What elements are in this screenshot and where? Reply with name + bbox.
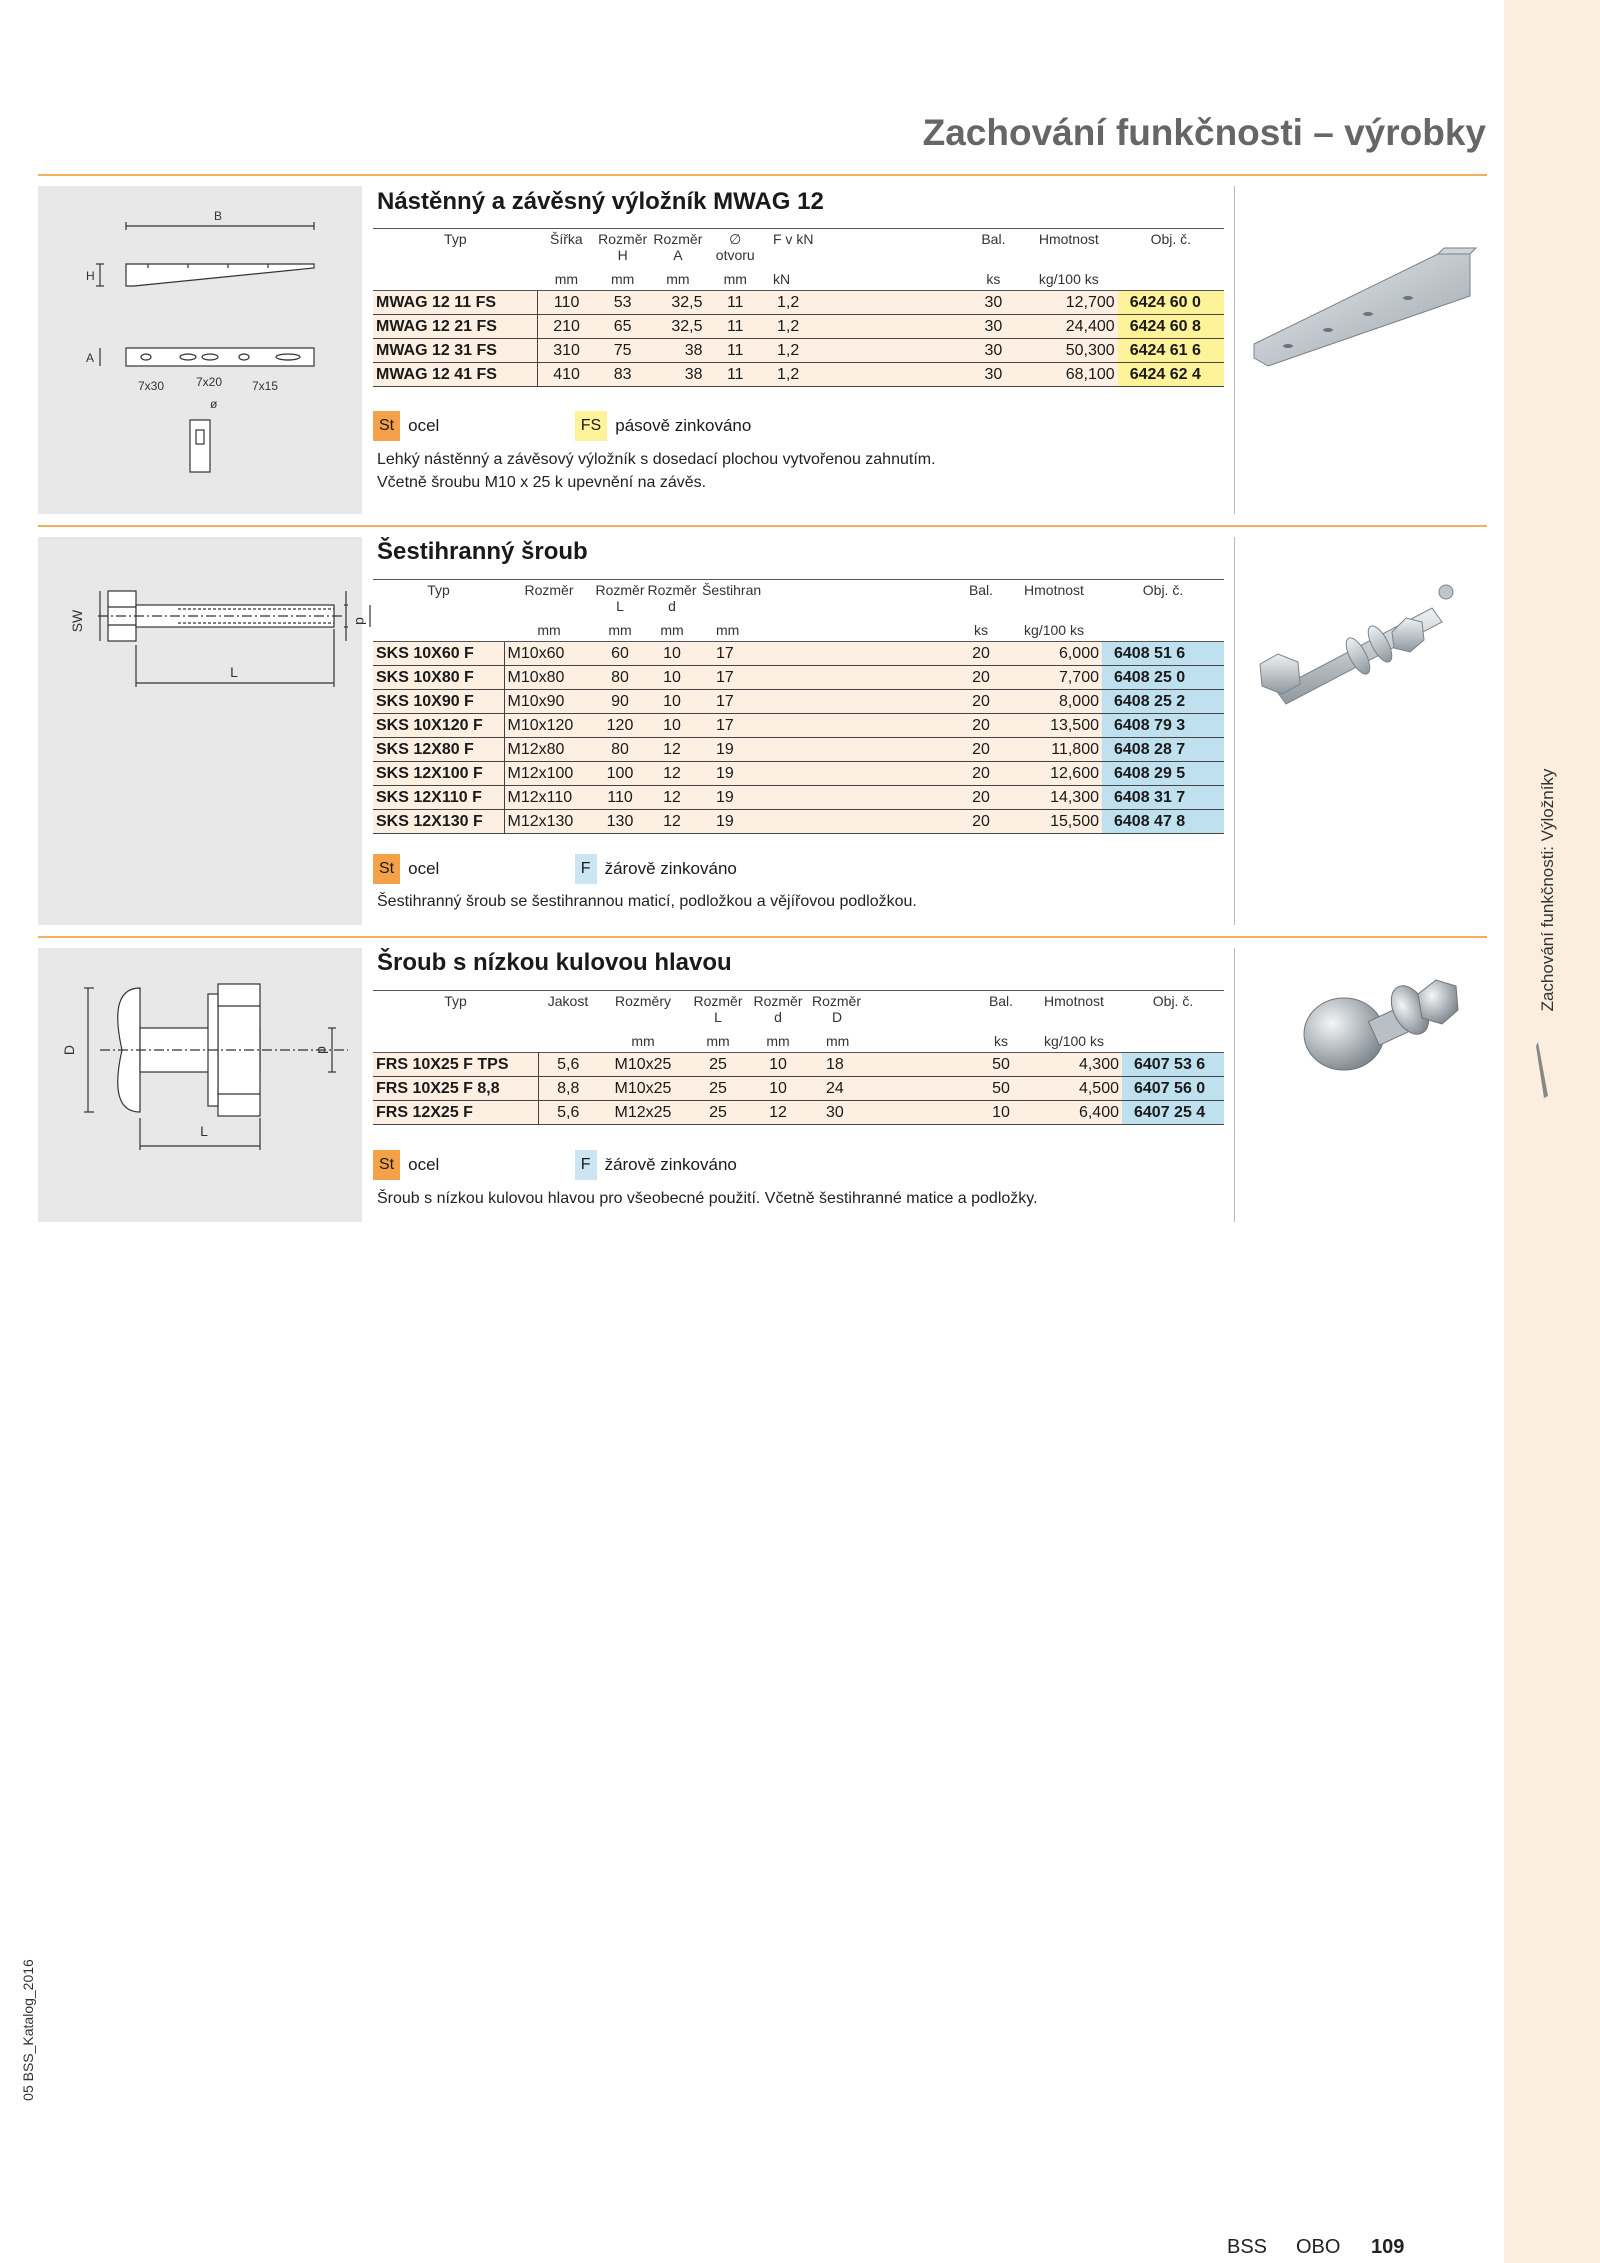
diagram-mwag <box>38 186 362 514</box>
table-row: SKS 10X90 F M10x90 90 10 17 20 8,000 6408 25 2 <box>373 690 1224 714</box>
col-header-otvoru: ∅ otvoru <box>706 229 765 264</box>
footer-brand-obo: OBO <box>1296 2236 1341 2258</box>
dim-label-diameter: ø <box>210 397 218 411</box>
table-row: MWAG 12 21 FS 210 65 32,5 11 1,2 30 24,400 6424 60 8 <box>373 315 1224 339</box>
dim-label-h: H <box>86 269 95 283</box>
table-row: SKS 10X60 F M10x60 60 10 17 20 6,000 6408 51 6 <box>373 642 1224 666</box>
section-title: Šestihranný šroub <box>377 538 588 565</box>
section-rule <box>38 174 1487 176</box>
section-title: Nástěnný a závěsný výložník MWAG 12 <box>377 188 824 215</box>
dim-label-l: L <box>230 664 238 680</box>
catalog-label: 05 BSS_Katalog_2016 <box>20 1959 36 2101</box>
right-sidebar <box>1504 0 1600 2263</box>
dim-label-d-upper: D <box>61 1044 77 1056</box>
col-header-hmotnost: Hmotnost <box>1020 229 1118 264</box>
diagram-hex-bolt <box>38 537 369 925</box>
dim-label-7x20: 7x20 <box>196 375 223 389</box>
table-row: SKS 12X110 F M12x110 110 12 19 20 14,300 6408 31 7 <box>373 786 1224 810</box>
spec-table-mwag: Typ Šířka Rozměr H Rozměr A ∅ otvoru F v kN Bal. Hmotnost Obj. č. mm mm mm mm kN ks kg/100 ks MWAG 12 11 FS 110 53 32,5 11 1,2 30 12,700 6424 60 0 MWAG 12 21 FS 210 65 32,5 11 1,2 30 24,400 6424 60 8 MWAG 12 31 FS 310 75 38 11 1,2 30 50,300 6424 61 6 MWAG 12 41 FS 410 83 38 11 1,2 30 68,100 6424 62 4 <box>373 228 1224 387</box>
col-header-rozmer-h: Rozměr H <box>595 229 650 264</box>
page-title: Zachování funkčnosti – výrobky <box>922 112 1486 153</box>
section-divider <box>1234 537 1235 925</box>
dim-label-b: B <box>213 209 223 223</box>
page-number: 109 <box>1371 2236 1405 2258</box>
footer-brand-bss: BSS <box>1227 2236 1268 2258</box>
section-title: Šroub s nízkou kulovou hlavou <box>377 949 732 976</box>
table-row: SKS 12X130 F M12x130 130 12 19 20 15,500 6408 47 8 <box>373 810 1224 834</box>
material-legend: St ocel F žárově zinkováno <box>373 854 737 884</box>
side-mark-icon <box>1536 1040 1550 1100</box>
table-row: SKS 12X80 F M12x80 80 12 19 20 11,800 6408 28 7 <box>373 738 1224 762</box>
col-header-force: F v kN <box>765 229 967 264</box>
dim-label-d: d <box>353 617 369 625</box>
col-header-typ: Typ <box>373 229 538 264</box>
table-row: FRS 10X25 F TPS 5,6 M10x25 25 10 18 50 4,300 6407 53 6 <box>373 1053 1224 1077</box>
table-row: SKS 10X80 F M10x80 80 10 17 20 7,700 6408 25 0 <box>373 666 1224 690</box>
dim-label-a: A <box>86 351 95 365</box>
finish-badge: FS <box>575 411 607 441</box>
product-image-bracket <box>1248 248 1478 378</box>
spec-table-hex-bolt: Typ Rozměr Rozměr L Rozměr d Šestihran Bal. Hmotnost Obj. č. mm mm mm mm ks kg/100 ks SKS 10X60 F M10x60 60 10 17 20 6,000 6408 51 6 SKS 10X80 F M10x80 80 10 17 20 7,700 6408 25 0 SKS 10X90 F M10x90 90 10 17 20 8,000 6408 25 2 SKS 10X120 F M10x120 120 10 17 20 13,500 6408 79 3 SKS 12X80 F M12x80 80 12 19 20 11,800 6408 28 7 SKS 12X100 F M12x100 100 12 19 20 12,600 6408 29 5 SKS 12X110 F M12x110 110 12 19 20 14,300 6408 31 7 SKS 12X130 F M12x130 130 12 19 20 15,500 6408 47 8 <box>373 579 1224 834</box>
dim-label-7x30: 7x30 <box>138 379 165 393</box>
section-divider <box>1234 186 1235 514</box>
dim-label-d: d <box>315 1046 331 1054</box>
material-badge: St <box>373 411 400 441</box>
dim-label-7x15: 7x15 <box>252 379 279 393</box>
material-badge: St <box>373 1150 400 1180</box>
table-row: SKS 10X120 F M10x120 120 10 17 20 13,500 6408 79 3 <box>373 714 1224 738</box>
table-row: FRS 12X25 F 5,6 M12x25 25 12 30 10 6,400 6407 25 4 <box>373 1101 1224 1125</box>
section-description: Šroub s nízkou kulovou hlavou pro všeobecné použití. Včetně šestihranné matice a podložky. <box>377 1190 1038 1207</box>
col-header-obj: Obj. č. <box>1118 229 1224 264</box>
table-row: FRS 10X25 F 8,8 8,8 M10x25 25 10 24 50 4,500 6407 56 0 <box>373 1077 1224 1101</box>
material-badge: St <box>373 854 400 884</box>
table-row: MWAG 12 41 FS 410 83 38 11 1,2 30 68,100 6424 62 4 <box>373 363 1224 387</box>
section-rule <box>38 525 1487 527</box>
finish-badge: F <box>575 854 597 884</box>
finish-badge: F <box>575 1150 597 1180</box>
dim-label-sw: SW <box>69 609 85 633</box>
section-divider <box>1234 948 1235 1222</box>
side-label: Zachování funkčnosti: Výložníky <box>1538 768 1557 1012</box>
material-legend: St ocel FS pásově zinkováno <box>373 411 751 441</box>
spec-table-carriage-bolt: Typ Jakost Rozměry Rozměr L Rozměr d Rozměr D Bal. Hmotnost Obj. č. mm mm mm mm ks kg/100 ks FRS 10X25 F TPS 5,6 M10x25 25 10 18 50 4,300 6407 53 6 FRS 10X25 F 8,8 8,8 M10x25 25 10 24 50 4,500 6407 56 0 FRS 12X25 F 5,6 M12x25 25 12 30 10 6,400 6407 25 4 <box>373 990 1224 1125</box>
product-image-carriage-bolt <box>1298 970 1468 1082</box>
section-description: Šestihranný šroub se šestihrannou maticí, podložkou a vějířovou podložkou. <box>377 893 917 910</box>
diagram-carriage-bolt <box>38 948 362 1222</box>
table-row: MWAG 12 31 FS 310 75 38 11 1,2 30 50,300 6424 61 6 <box>373 339 1224 363</box>
dim-label-l: L <box>200 1123 208 1139</box>
section-rule <box>38 936 1487 938</box>
col-header-bal: Bal. <box>967 229 1020 264</box>
section-description: Lehký nástěnný a závěsový výložník s dosedací plochou vytvořenou zahnutím. Včetně šroubu M10 x 25 k upevnění na závěs. <box>377 451 936 491</box>
product-image-hex-bolt <box>1256 578 1462 710</box>
col-header-sirka: Šířka <box>538 229 595 264</box>
table-row: MWAG 12 11 FS 110 53 32,5 11 1,2 30 12,700 6424 60 0 <box>373 291 1224 315</box>
material-legend: St ocel F žárově zinkováno <box>373 1150 737 1180</box>
col-header-rozmer-a: Rozměr A <box>650 229 705 264</box>
table-row: SKS 12X100 F M12x100 100 12 19 20 12,600 6408 29 5 <box>373 762 1224 786</box>
